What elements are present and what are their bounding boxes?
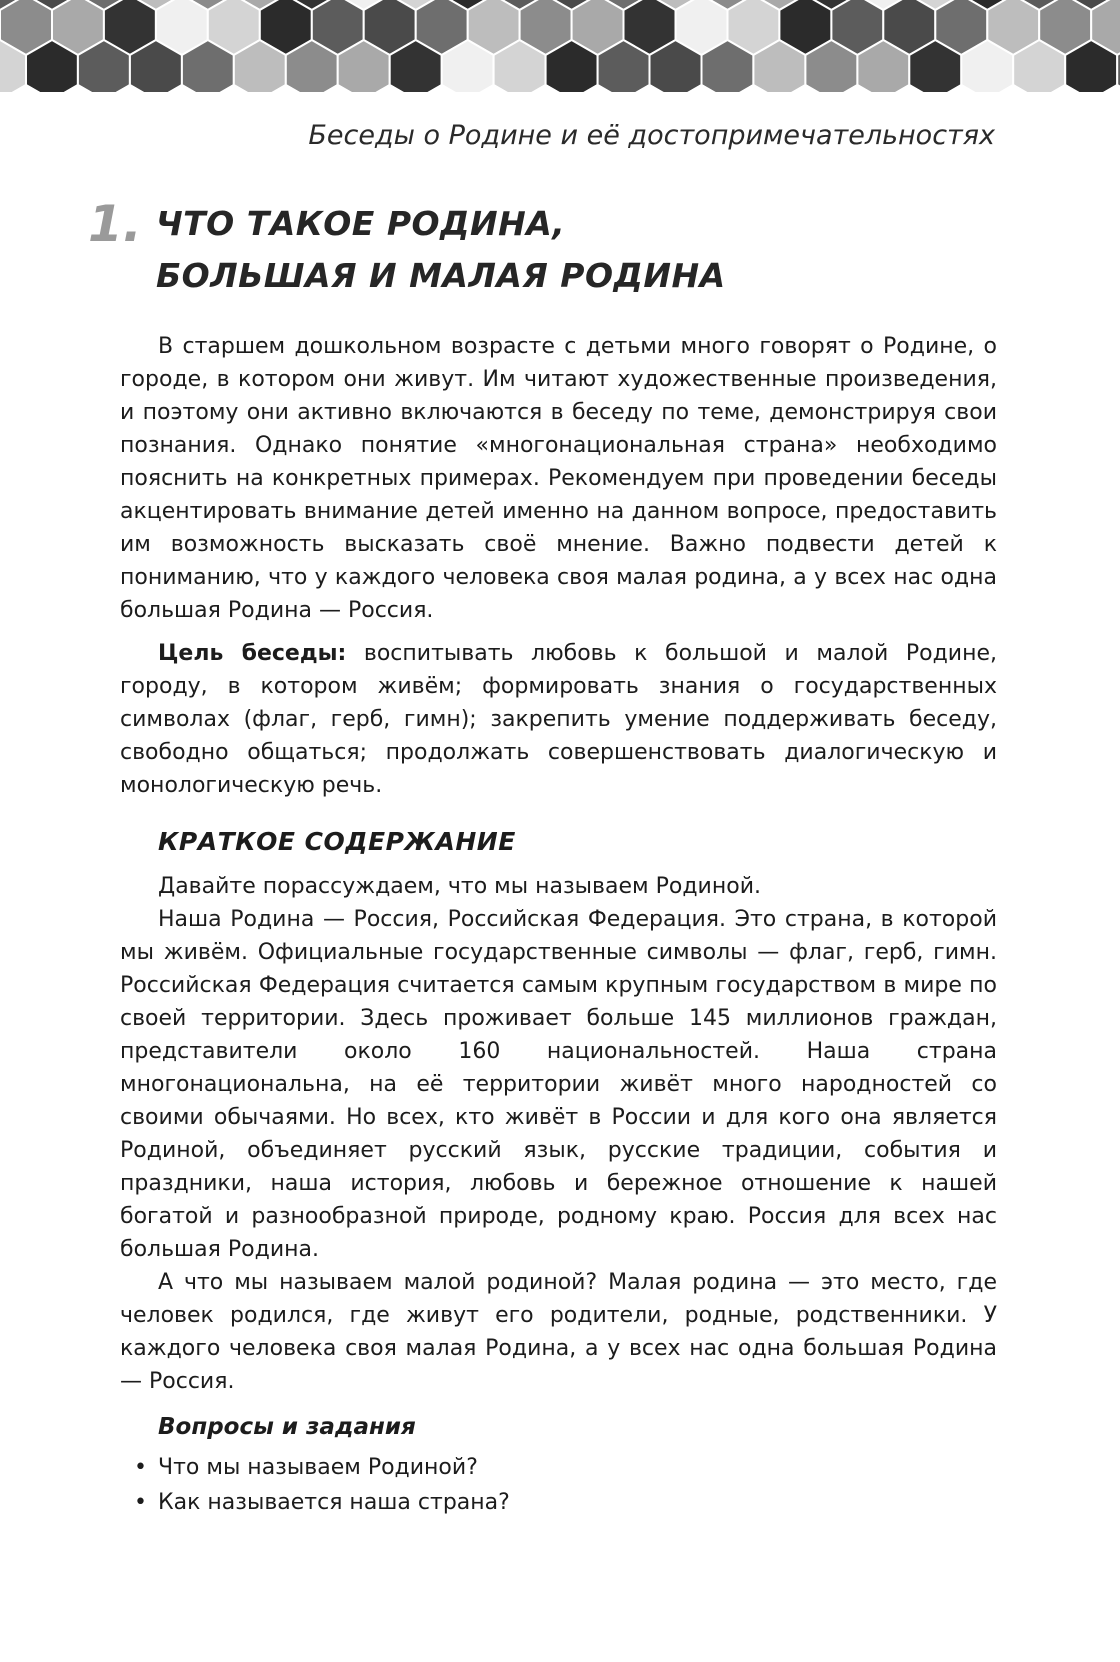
goal-text: воспитывать любовь к большой и малой Родине, городу, в котором живём; формировать знания о государственных символах (флаг, герб, гимн); закрепить умение поддерживать беседу, свободно общаться; продолжать совершенствовать диалогическую и монологическую речь. bbox=[120, 641, 997, 798]
questions-list bbox=[120, 1450, 997, 1520]
summary-paragraph: А что мы называем малой родиной? Малая родина — это место, где человек родился, где живут его родители, родные, родственники. У каждого человека своя малая Родина, а у всех нас одна большая Родина — Россия. bbox=[120, 1270, 997, 1394]
summary-heading: КРАТКОЕ СОДЕРЖАНИЕ bbox=[158, 827, 516, 856]
goal-paragraph bbox=[120, 637, 997, 802]
bullet-icon: • bbox=[134, 1455, 147, 1480]
bullet-icon: • bbox=[134, 1490, 147, 1515]
questions-heading: Вопросы и задания bbox=[158, 1414, 416, 1440]
chapter-title-line-2: БОЛЬШАЯ И МАЛАЯ РОДИНА bbox=[156, 256, 726, 295]
list-item bbox=[134, 1485, 997, 1520]
question-text: Как называется наша страна? bbox=[158, 1490, 510, 1515]
page-body bbox=[120, 330, 997, 1520]
chapter-title bbox=[156, 198, 726, 302]
hexagon-pattern-banner bbox=[0, 0, 1120, 92]
summary-paragraph: Наша Родина — Россия, Российская Федерация. Это страна, в которой мы живём. Официальные государственные символы — флаг, герб, гимн. Российская Федерация считается самым крупным государством в мире по своей территории. Здесь проживает больше 145 миллионов граждан, представители около 160 национальностей. Наша страна многонациональна, на её территории живёт много народностей со своими обычаями. Но всех, кто живёт в России и для кого она является Родиной, объединяет русский язык, русские традиции, события и праздники, наша история, любовь и бережное отношение к нашей богатой и разнообразной природе, родному краю. Россия для всех нас большая Родина. bbox=[120, 907, 997, 1262]
goal-label: Цель беседы: bbox=[158, 641, 347, 666]
running-title: Беседы о Родине и её достопримечательностях bbox=[308, 120, 995, 151]
summary-paragraph: Давайте порассуждаем, что мы называем Родиной. bbox=[158, 874, 761, 899]
chapter-title-line-1: ЧТО ТАКОЕ РОДИНА, bbox=[156, 204, 566, 243]
chapter-heading bbox=[88, 195, 726, 302]
intro-paragraph: В старшем дошкольном возрасте с детьми много говорят о Родине, о городе, в котором они живут. Им читают художественные произведения, и поэтому они активно включаются в беседу по теме, демонстрируя свои познания. Однако понятие «многонациональная страна» необходимо пояснить на конкретных примерах. Рекомендуем при проведении беседы акцентировать внимание детей именно на данном вопросе, предоставить им возможность высказать своё мнение. Важно подвести детей к пониманию, что у каждого человека своя малая родина, а у всех нас одна большая Родина — Россия. bbox=[120, 334, 997, 623]
chapter-number: 1. bbox=[88, 195, 142, 253]
question-text: Что мы называем Родиной? bbox=[158, 1455, 478, 1480]
list-item bbox=[134, 1450, 997, 1485]
